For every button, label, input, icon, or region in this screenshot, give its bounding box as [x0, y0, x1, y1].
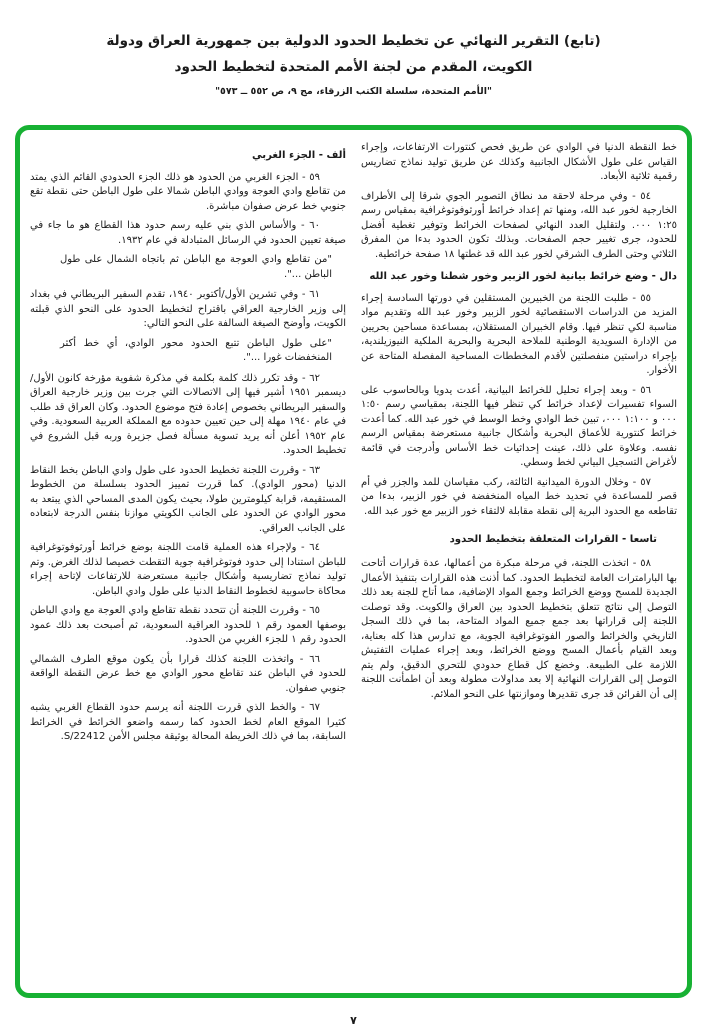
section-heading-ninth: تاسعا - القرارات المتعلقة بتخطيط الحدود [449, 534, 657, 546]
paragraph-63: ٦٣ - وقررت اللجنة تخطيط الحدود على طول وادي الباطن بخط النقاط الدنيا (محور الوادي). كما قررت تمييز الحدود بسلسلة من الخطوط المستقيمة، قرابة كيلومترين طولا، بحيث يكون المدى المساحي الذي يبتعد به محور الوادي عن الحدود على الجانب الكويتي موازنا بنفس الدرجة لابتعاده على الجانب العراقي. [30, 464, 346, 534]
content-border-box [15, 125, 692, 998]
paragraph-64: ٦٤ - ولإجراء هذه العملية قامت اللجنة بوضع خرائط أورثوفوتوغرافية للباطن استنادا إلى حدود فوتوغرافية جوية التقطت خصيصا لذلك الغرض. وتم توليد نماذج تضاريسية وأشكال جانبية مستعرضة للارتفاعات لإتاحة إجراء محاكاة حاسوبية لخطوط النقاط الدنيا على طول وادي الباطن. [30, 542, 346, 597]
paragraph-66: ٦٦ - واتخذت اللجنة كذلك قرارا بأن يكون موقع الطرف الشمالي للحدود في الباطن عند تقاطع محور الوادي مع خط عرض النقطة الواقعة جنوبي صفوان. [30, 653, 346, 694]
title-line-2: الكويت، المقدم من لجنة الأمم المتحدة لتخطيط الحدود [174, 59, 533, 76]
paragraph-59: ٥٩ - الجزء الغربي من الحدود هو ذلك الجزء الحدودي القائم الذي يمتد من تقاطع وادي العوجة ووادي الباطن شمالا على طول الباطن حتى نقطة تقع جنوبي خط عرض صفوان مباشرة. [30, 171, 346, 212]
document-footer [0, 1009, 707, 1028]
paragraph-56: ٥٦ - وبعد إجراء تحليل للخرائط البيانية، أعدت يدويا وبالحاسوب على السواء تفسيرات لإعداد خرائط كي تنظر فيها اللجنة، بمقياسي رسم ١:٥٠ ٠٠٠ و ١:١٠٠ ٠٠٠، تبين خط الوادي وخط الوسط في خور عبد الله. كما أعدت خرائط كنتورية للأعماق البحرية وأشكال جانبية مستعرضة بمقياس الرسم نفسه. وعلاوة على ذلك، عينت إحداثيات خط الأساس وأدرجت في قائمة لأغراض التسجيل البياني لخط وسطي. [361, 384, 677, 469]
source-citation: "الأمم المتحدة، سلسلة الكتب الزرقاء، مج ٩، ص ٥٥٢ ــ ٥٧٣" [215, 85, 492, 97]
paragraph-55: ٥٥ - طلبت اللجنة من الخبيرين المستقلين في دورتها السادسة إجراء المزيد من الدراسات الاستقصائية لخور الزبير وخور عبد الله وتقديم مواد مناسبة لكي تنظر فيها. وقام الخبيران المستقلان، بمساعدة مساحين بحريين من الإدارة السويدية الوطنية للملاحة البحرية والبحرية الملكية النيوزيلندية، بإجراء دراستين منفصلتين لأقدم المخططات المساحية المفصلة المتاحة عن الأخوار. [361, 292, 677, 377]
section-heading-alef: ألف - الجزء الغربي [251, 150, 346, 161]
paragraph-67: ٦٧ - والخط الذي قررت اللجنة أنه يرسم حدود القطاع الغربي يشبه كثيرا الموقع العام لخط الحدود كما رسمه واضعو الخرائط في الخرائط السابقة، بما في ذلك الخريطة المحالة بوثيقة مجلس الأمن S/22412. [30, 702, 346, 743]
quoted-delimitation-text-2: "على طول الباطن تتبع الحدود محور الوادي، أي خط أكثر المنخفضات غورا ...". [60, 337, 332, 364]
paragraph-62: ٦٢ - وقد تكرر ذلك كلمة بكلمة في مذكرة شفوية مؤرخة كانون الأول/ ديسمبر ١٩٥١ أشير فيها إلى الاتصالات التي جرت بين وزير خارجية العراق والسفير البريطاني بخصوص إعادة فتح موضوع الحدود. وكان العراق قد طلب في عام ١٩٤٠ مهلة إلى حين تعيين حدوده مع المملكة العربية السعودية. وفي عام ١٩٥٢ أعلن أنه يريد تسوية مسألة فصل جزيرة وربه قبل الشروع في تخطيط الحدود. [30, 372, 346, 457]
paragraph-54: ٥٤ - وفي مرحلة لاحقة مد نطاق التصوير الجوي شرقا إلى الأطراف الخارجية لخور عبد الله، ومنها تم إعداد خرائط أورثوفوتوغرافية بمقياس رسم ١:٢٥ ٠٠٠. ولتقليل العدد النهائي لصفحات الخرائط وتوفير تغطية أفضل للحدود، جرى تغيير حجم الصفحات. وبذلك تكون الحدود بدءا من المفرق الثلاثي وحتى الطرف الشرقي لخور عبد الله قد غطتها ١٨ صفحة خرائطية. [361, 190, 677, 260]
section-heading-dal: دال - وضع خرائط بيانية لخور الزبير وخور شطنا وخور عبد الله [369, 271, 677, 282]
page-number: ٧ [350, 1014, 357, 1027]
paragraph-60: ٦٠ - والأساس الذي بني عليه رسم حدود هذا القطاع هو ما جاء في صيغة تعيين الحدود في الرسائل المتبادلة في عام ١٩٣٢. [30, 220, 346, 246]
column-first-right [361, 141, 677, 985]
paragraph-61: ٦١ - وفي تشرين الأول/أكتوبر ١٩٤٠، تقدم السفير البريطاني في بغداد إلى وزير الخارجية العراقي باقتراح لتخطيط الحدود على النحو الذي قبلته الكويت، وأوضح الصيغة السالفة على النحو التالي: [30, 289, 346, 330]
paragraph-57: ٥٧ - وخلال الدورة الميدانية الثالثة، ركب مقياسان للمد والجزر في أم قصر للمساعدة في تحديد خط المياه المنخفضة في خور الزبير، بدءا من تقاطعه مع الحدود البرية إلى نقطة مقابلة لالتقاء خور الزبير مع خور عبد الله. [361, 476, 677, 517]
title-line-1: (تابع) التقرير النهائي عن تخطيط الحدود الدولية بين جمهورية العراق ودولة [106, 33, 601, 49]
paragraph-continuation: خط النقطة الدنيا في الوادي عن طريق فحص كنتورات الارتفاعات، وإجراء القياس على طول الأشكال الجانبية وكذلك عن طريق توليد نماذج تضاريس رقمية ثلاثية الأبعاد. [361, 142, 677, 182]
paragraph-58: ٥٨ - اتخذت اللجنة، في مرحلة مبكرة من أعمالها، عدة قرارات أتاحت بها البارامترات العامة لتخطيط الحدود. كما أذنت هذه القرارات بتنفيذ الأعمال الجديدة للمسح ووضع الخرائط وجمع المواد الإضافية، مما أتاح للجنة بعد ذلك التوصل إلى نتائج تتعلق بتخطيط الحدود بين العراق والكويت. وقد توصلت اللجنة إلى قراراتها بعد جمع جميع المواد المتاحة، بما في ذلك السجل التاريخي والخرائط والصور الفوتوغرافية الجوية، مع تدارس هذا كله بعناية، وبعد القيام بأعمال المسح ووضع الخرائط، وبعد إجراء عمليات التفتيش اللازمة على الطبيعة. وخضع كل قطاع حدودي للتحري الدقيق، ولم يتم التوصل إلى القرارات النهائية إلا بعد مداولات مطولة وبعد أن اطمأنت اللجنة إلى أن القرائن قد جرى تقديرها وموازنتها على النحو الملائم. [361, 558, 677, 700]
paragraph-65: ٦٥ - وقررت اللجنة أن تتحدد نقطة تقاطع وادي العوجة مع وادي الباطن بوصفها العمود رقم ١ للحدود العراقية السعودية، ثم أصبحت بعد ذلك عمود الحدود رقم ١ للجزء الغربي من الحدود. [30, 605, 346, 646]
column-second-left [30, 141, 346, 985]
quoted-delimitation-text-1: "من تقاطع وادي العوجة مع الباطن ثم باتجاه الشمال على طول الباطن ...". [60, 254, 332, 280]
two-column-layout [30, 141, 677, 985]
document-header [0, 28, 707, 97]
